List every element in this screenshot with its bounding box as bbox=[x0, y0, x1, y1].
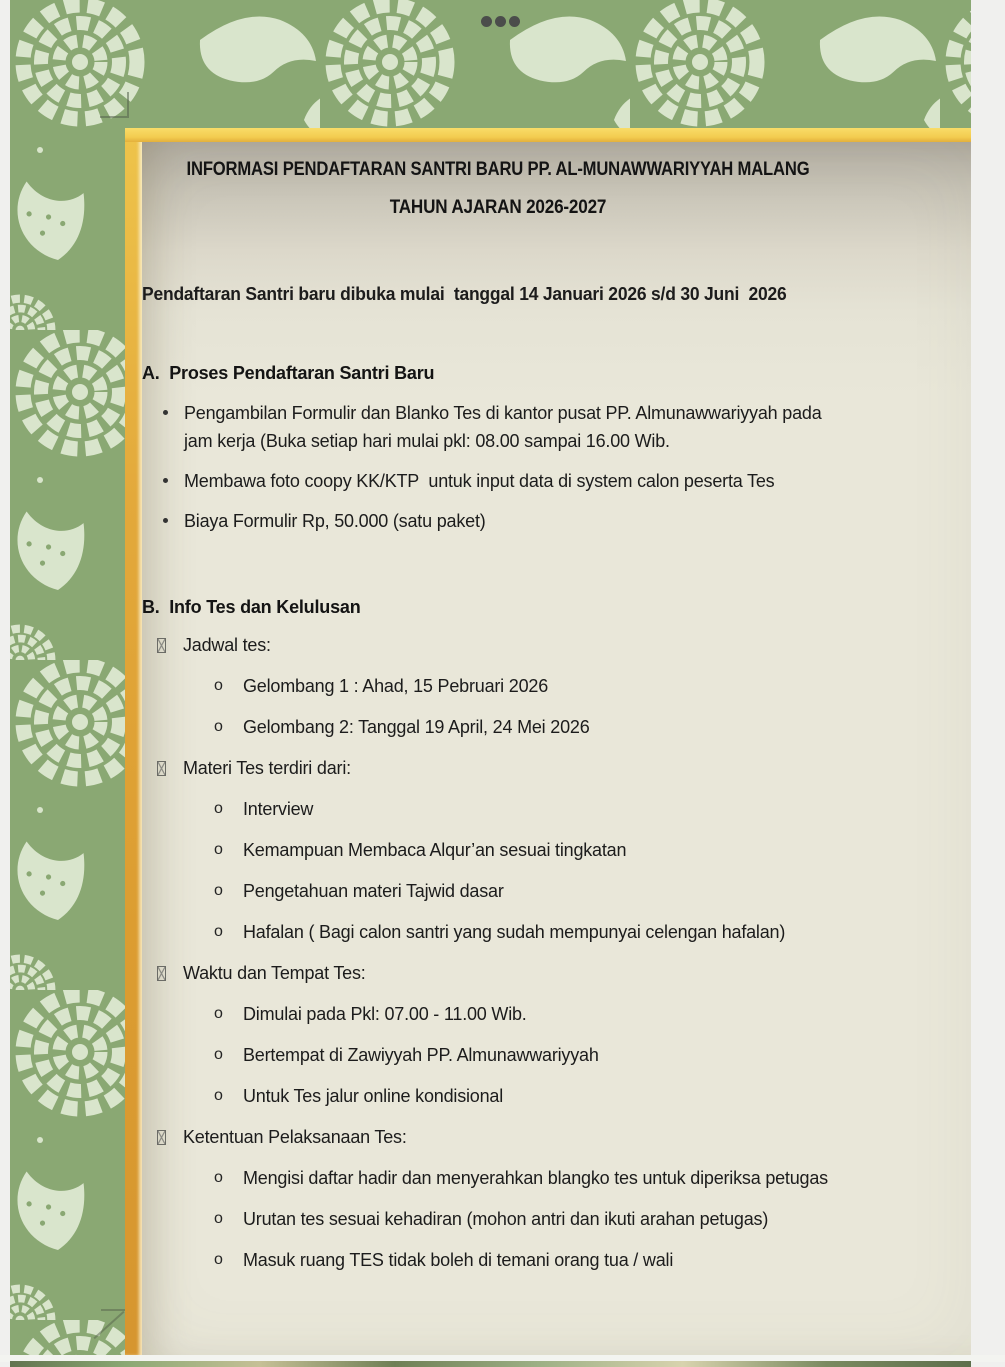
list-item bbox=[142, 1000, 854, 1028]
list-item bbox=[142, 467, 854, 495]
gold-left-edge bbox=[125, 128, 142, 1355]
list-item bbox=[142, 1041, 854, 1069]
group-title bbox=[142, 754, 854, 782]
gold-top-edge bbox=[125, 128, 971, 142]
list-item-text: Interview bbox=[243, 799, 314, 819]
o-bullet-icon: o bbox=[214, 1169, 223, 1186]
group-title bbox=[142, 959, 854, 987]
page-title-line2: TAHUN AJARAN 2026-2027 bbox=[389, 197, 607, 218]
bullet-dot-icon bbox=[163, 410, 168, 415]
list-item bbox=[142, 836, 854, 864]
section-a-heading: A. Proses Pendaftaran Santri Baru bbox=[142, 363, 435, 383]
list-item-text: Gelombang 2: Tanggal 19 April, 24 Mei 2026 bbox=[243, 717, 590, 737]
list-item bbox=[142, 399, 854, 455]
group-title-text: Jadwal tes: bbox=[183, 635, 271, 655]
group-title bbox=[142, 631, 854, 659]
next-image-edge bbox=[10, 1361, 971, 1367]
bullet-dot-icon bbox=[163, 518, 168, 523]
sub-list bbox=[142, 1000, 854, 1110]
missing-glyph-bullet-icon bbox=[157, 966, 166, 981]
list-item bbox=[142, 1082, 854, 1110]
list-item-text: Pengambilan Formulir dan Blanko Tes di kantor pusat PP. Almunawwariyyah pada jam kerja (Buka setiap hari mulai pkl: 08.00 sampai 16.00 Wib. bbox=[184, 403, 827, 451]
carousel-dot[interactable] bbox=[481, 16, 492, 27]
carousel-dot[interactable] bbox=[509, 16, 520, 27]
list-item-text: Biaya Formulir Rp, 50.000 (satu paket) bbox=[184, 511, 486, 531]
carousel-dot[interactable] bbox=[495, 16, 506, 27]
o-bullet-icon: o bbox=[214, 677, 223, 694]
list-item-text: Pengetahuan materi Tajwid dasar bbox=[243, 881, 504, 901]
group-title-text: Ketentuan Pelaksanaan Tes: bbox=[183, 1127, 407, 1147]
o-bullet-icon: o bbox=[214, 800, 223, 817]
o-bullet-icon: o bbox=[214, 1210, 223, 1227]
o-bullet-icon: o bbox=[214, 1251, 223, 1268]
text-frame bbox=[142, 142, 854, 1274]
list-item bbox=[142, 1205, 854, 1233]
list-item-text: Untuk Tes jalur online kondisional bbox=[243, 1086, 504, 1106]
o-bullet-icon: o bbox=[214, 923, 223, 940]
page-surface bbox=[142, 142, 971, 1355]
list-item bbox=[142, 918, 854, 946]
sub-list bbox=[142, 795, 854, 946]
list-item bbox=[142, 672, 854, 700]
list-item bbox=[142, 1164, 854, 1192]
section-b-heading: B. Info Tes dan Kelulusan bbox=[142, 597, 361, 617]
page-title-line1: INFORMASI PENDAFTARAN SANTRI BARU PP. AL-MUNAWWARIYYAH MALANG bbox=[186, 159, 810, 180]
o-bullet-icon: o bbox=[214, 1087, 223, 1104]
bullet-dot-icon bbox=[163, 478, 168, 483]
missing-glyph-bullet-icon bbox=[157, 638, 166, 653]
sub-list bbox=[142, 672, 854, 741]
list-item bbox=[142, 507, 854, 535]
intro-line: Pendaftaran Santri baru dibuka mulai tanggal 14 Januari 2026 s/d 30 Juni 2026 bbox=[142, 284, 787, 304]
list-item-text: Masuk ruang TES tidak boleh di temani orang tua / wali bbox=[243, 1250, 674, 1270]
missing-glyph-bullet-icon bbox=[157, 1130, 166, 1145]
section-a-list bbox=[142, 399, 854, 535]
list-item-text: Gelombang 1 : Ahad, 15 Pebruari 2026 bbox=[243, 676, 549, 696]
carousel-dots[interactable] bbox=[481, 16, 520, 27]
list-item-text: Mengisi daftar hadir dan menyerahkan blangko tes untuk diperiksa petugas bbox=[243, 1168, 828, 1188]
o-bullet-icon: o bbox=[214, 718, 223, 735]
list-item bbox=[142, 795, 854, 823]
document-page bbox=[125, 128, 971, 1355]
list-item-text: Membawa foto coopy KK/KTP untuk input data di system calon peserta Tes bbox=[184, 471, 775, 491]
group-title-text: Materi Tes terdiri dari: bbox=[183, 758, 351, 778]
o-bullet-icon: o bbox=[214, 1046, 223, 1063]
list-item bbox=[142, 877, 854, 905]
o-bullet-icon: o bbox=[214, 882, 223, 899]
group-title bbox=[142, 1123, 854, 1151]
missing-glyph-bullet-icon bbox=[157, 761, 166, 776]
sub-list bbox=[142, 1164, 854, 1274]
o-bullet-icon: o bbox=[214, 841, 223, 858]
list-item bbox=[142, 713, 854, 741]
group-title-text: Waktu dan Tempat Tes: bbox=[183, 963, 366, 983]
list-item-text: Dimulai pada Pkl: 07.00 - 11.00 Wib. bbox=[243, 1004, 527, 1024]
list-item-text: Hafalan ( Bagi calon santri yang sudah mempunyai celengan hafalan) bbox=[243, 922, 786, 942]
o-bullet-icon: o bbox=[214, 1005, 223, 1022]
list-item bbox=[142, 1246, 854, 1274]
list-item-text: Urutan tes sesuai kehadiran (mohon antri dan ikuti arahan petugas) bbox=[243, 1209, 769, 1229]
list-item-text: Kemampuan Membaca Alqur’an sesuai tingkatan bbox=[243, 840, 627, 860]
list-item-text: Bertempat di Zawiyyah PP. Almunawwariyyah bbox=[243, 1045, 599, 1065]
